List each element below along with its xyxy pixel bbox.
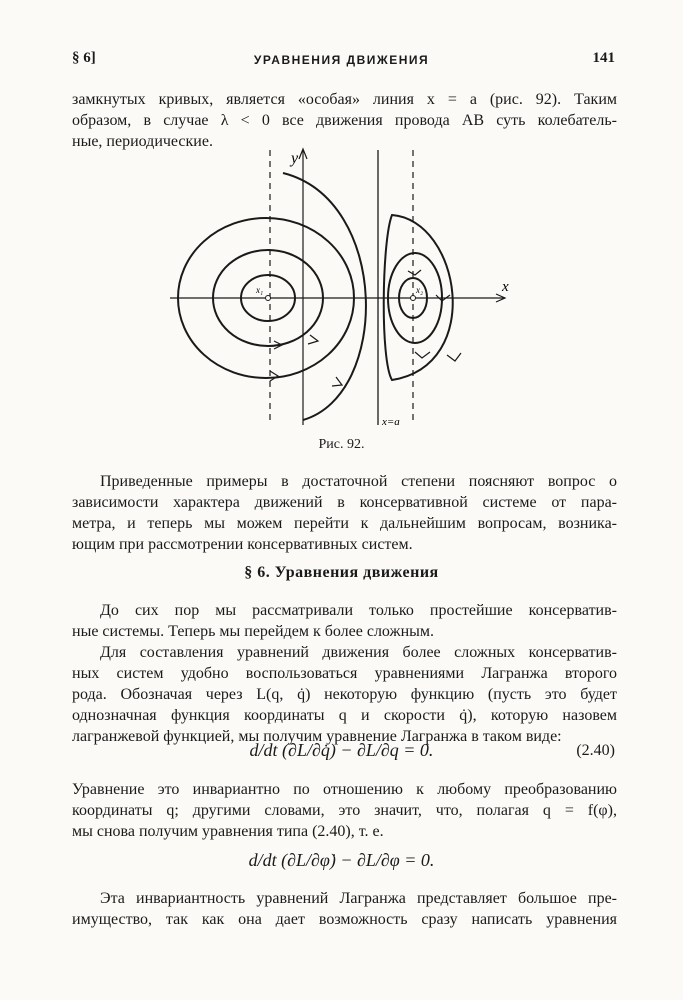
point-left-label: x₁ xyxy=(256,285,264,295)
arrow-icon xyxy=(308,335,318,344)
arrow-icon xyxy=(447,353,461,361)
arrow-icon xyxy=(270,371,278,381)
intro-paragraph xyxy=(72,89,617,152)
paragraph-3 xyxy=(72,642,617,747)
paragraph-4 xyxy=(72,779,617,842)
text-line: ющим при рассмотрении консервативных систем. xyxy=(72,536,413,553)
singular-line-label: x=a xyxy=(382,416,400,428)
paragraph-2 xyxy=(72,600,617,642)
paragraph-1 xyxy=(72,471,617,555)
figure-caption: Рис. 92. xyxy=(318,437,365,452)
arrow-icon xyxy=(332,377,342,386)
text-line: Эта инвариантность уравнений Лагранжа представляет большое пре- xyxy=(100,890,617,907)
section-title: § 6. Уравнения движения xyxy=(244,564,439,581)
paragraph-5 xyxy=(72,888,617,930)
point-right xyxy=(411,296,416,301)
text-line: мы снова получим уравнения типа (2.40), т. е. xyxy=(72,823,384,840)
point-right-label: x₂ xyxy=(416,285,424,295)
text-line: лагранжевой функцией, мы получим уравнение Лагранжа в таком виде: xyxy=(72,728,562,745)
text-line: ные, периодические. xyxy=(72,133,213,150)
text-line: образом, в случае λ < 0 все движения провода AB суть колебатель- xyxy=(72,112,617,129)
text-line: координаты q; другими словами, это значит, что, полагая q = f(φ), xyxy=(72,802,617,819)
point-left xyxy=(266,296,271,301)
running-title: УРАВНЕНИЯ ДВИЖЕНИЯ xyxy=(253,53,430,67)
y-axis xyxy=(299,149,307,425)
equation-number: (2.40) xyxy=(576,742,615,759)
y-axis-label: y xyxy=(291,150,299,167)
x-axis xyxy=(170,294,505,302)
text-line: ных систем удобно воспользоваться уравнениями Лагранжа второго xyxy=(72,665,617,682)
header-section-mark: § 6] xyxy=(72,50,96,66)
text-line: Приведенные примеры в достаточной степени поясняют вопрос о xyxy=(100,473,617,490)
x-axis-label: x xyxy=(502,279,509,295)
text-line: замкнутых кривых, является «особая» линия x = a (рис. 92). Таким xyxy=(72,91,617,108)
equation-2-40: d/dt (∂L/∂q̇) − ∂L/∂q = 0. xyxy=(249,740,434,760)
phase-portrait-figure xyxy=(160,145,530,435)
arrow-icon xyxy=(408,270,421,275)
page-number: 141 xyxy=(592,50,615,66)
text-line: имущество, так как она дает возможность сразу написать уравнения xyxy=(72,911,617,928)
left-orbits xyxy=(178,173,366,420)
text-line: Для составления уравнений движения более сложных консерватив- xyxy=(100,644,617,661)
text-line: однозначная функция координаты q и скорости q̇), которую назовем xyxy=(72,707,617,724)
text-line: рода. Обозначая через L(q, q̇) некоторую функцию (пусть это будет xyxy=(72,686,617,703)
text-line: Уравнение это инвариантно по отношению к любому преобразованию xyxy=(72,781,617,798)
text-line: зависимости характера движений в консервативной системе от пара- xyxy=(72,494,617,511)
text-line: ные системы. Теперь мы перейдем к более сложным. xyxy=(72,623,435,640)
arrow-icon xyxy=(415,352,430,358)
text-line: До сих пор мы рассматривали только простейшие консерватив- xyxy=(100,602,617,619)
equation-phi: d/dt (∂L/∂φ̇) − ∂L/∂φ = 0. xyxy=(248,850,435,870)
text-line: метра, и теперь мы можем перейти к дальнейшим вопросам, возника- xyxy=(72,515,617,532)
